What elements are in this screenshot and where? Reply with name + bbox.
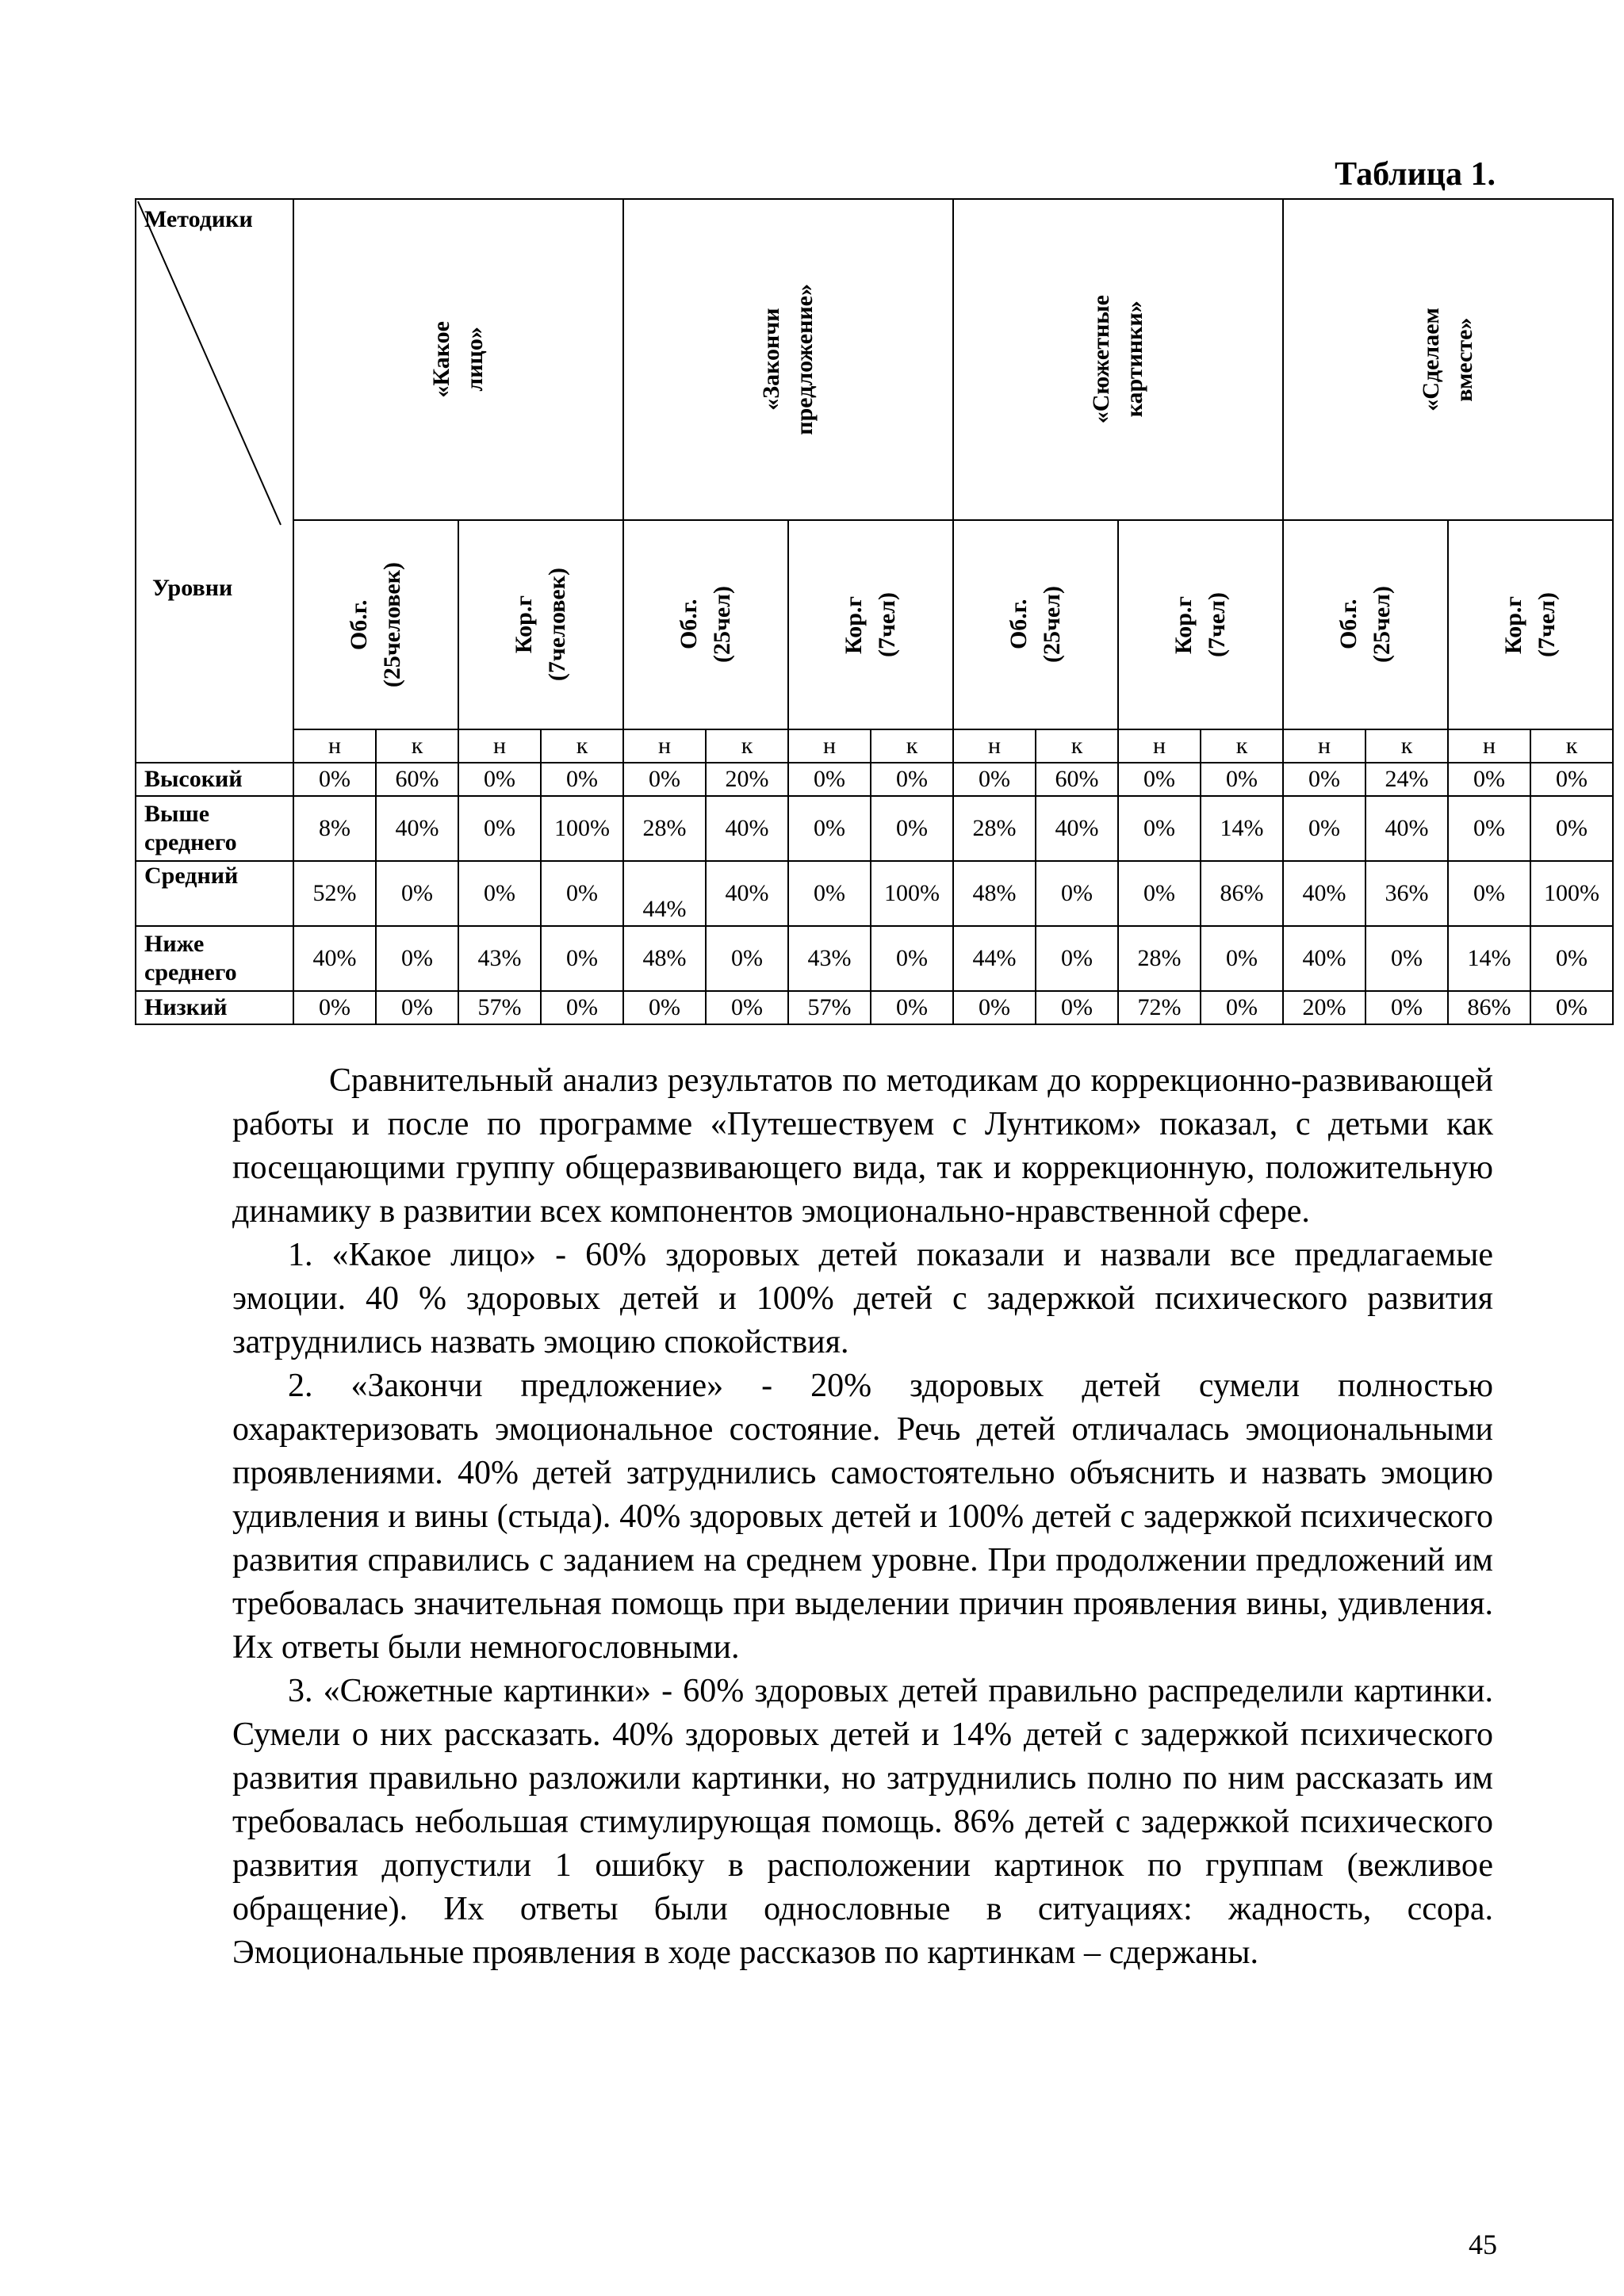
table-cell: 0% <box>293 991 376 1024</box>
table-cell: 0% <box>1448 763 1530 796</box>
table-cell: 0% <box>953 991 1036 1024</box>
table-cell: 100% <box>871 861 953 926</box>
method-header: «Сделаем вместе» <box>1283 199 1613 520</box>
table-cell: 0% <box>1118 861 1201 926</box>
table-cell: 0% <box>788 763 871 796</box>
table-cell: 40% <box>706 796 788 861</box>
table-cell: 0% <box>458 763 541 796</box>
paragraph-item-2: 2. «Закончи предложение» - 20% здоровых детей сумели полностью охарактеризовать эмоциональное состояние. Речь детей отличалась эмоциональными проявлениями. 40% детей затруднились самостоятельно объяснить и назвать эмоцию удивления и вины (стыда). 40% здоровых детей и 100% детей с задержкой психического развития справились с заданием на среднем уровне. При продолжении предложений им требовалась значительная помощь при выделении причин проявления вины, удивления. Их ответы были немногословными. <box>232 1368 1493 1666</box>
table-cell: 0% <box>1036 926 1118 991</box>
method-header: «Закончи предложение» <box>623 199 953 520</box>
table-cell: 8% <box>293 796 376 861</box>
table-cell: 0% <box>1448 861 1530 926</box>
table-cell: 40% <box>1036 796 1118 861</box>
table-cell: 0% <box>1283 763 1365 796</box>
sub-header-cell: н <box>1283 729 1365 763</box>
table-cell: 0% <box>871 763 953 796</box>
sub-header-cell: к <box>541 729 623 763</box>
paragraph-intro: Сравнительный анализ результатов по методикам до коррекционно-развивающей работы и после по программе «Путешествуем с Лунтиком» показал, с детьми как посещающими группу общеразвивающего вида, так и коррекционную, положительную динамику в развитии всех компонентов эмоционально-нравственной сфере. <box>232 1062 1493 1230</box>
table-cell: 0% <box>541 926 623 991</box>
sub-header-cell: н <box>953 729 1036 763</box>
sub-header-cell: н <box>623 729 706 763</box>
paragraph-item-1: 1. «Какое лицо» - 60% здоровых детей показали и назвали все предлагаемые эмоции. 40 % здоровых детей и 100% детей с задержкой психического развития затруднились назвать эмоцию спокойствия. <box>232 1237 1493 1360</box>
page-number: 45 <box>1469 2229 1497 2260</box>
table-cell: 0% <box>706 926 788 991</box>
table-cell: 0% <box>871 926 953 991</box>
table-cell: 86% <box>1448 991 1530 1024</box>
table-cell: 57% <box>788 991 871 1024</box>
table-row <box>136 926 1613 991</box>
table-cell: 0% <box>623 763 706 796</box>
table-cell: 0% <box>541 991 623 1024</box>
table-cell: 24% <box>1365 763 1448 796</box>
table-cell: 0% <box>1201 926 1283 991</box>
table-cell: 100% <box>541 796 623 861</box>
body-text <box>232 1059 1493 1975</box>
table-cell: 0% <box>458 796 541 861</box>
sub-header-cell: н <box>293 729 376 763</box>
table-cell: 0% <box>706 991 788 1024</box>
table-cell: 0% <box>1283 796 1365 861</box>
sub-header-cell: к <box>376 729 458 763</box>
table-cell: 0% <box>376 926 458 991</box>
table-cell: 0% <box>623 991 706 1024</box>
table-cell: 28% <box>1118 926 1201 991</box>
table-cell: 0% <box>541 861 623 926</box>
table-cell: 0% <box>1118 796 1201 861</box>
table-cell: 0% <box>458 861 541 926</box>
table-cell: 0% <box>1530 926 1613 991</box>
table-cell: 0% <box>376 861 458 926</box>
group-header: Кор.г (7чел) <box>1448 520 1613 729</box>
table-cell: 0% <box>1365 991 1448 1024</box>
table-corner-cell <box>136 199 293 763</box>
sub-header-cell: к <box>1036 729 1118 763</box>
table-cell: 0% <box>953 763 1036 796</box>
table-cell: 48% <box>953 861 1036 926</box>
corner-label-methods: Методики <box>144 206 253 232</box>
table-cell: 44% <box>623 861 706 926</box>
group-header: Кор.г (7чел) <box>788 520 953 729</box>
table-cell: 0% <box>1036 861 1118 926</box>
group-header: Об.г. (25чел) <box>953 520 1118 729</box>
level-label: Высокий <box>136 763 293 796</box>
table-cell: 40% <box>293 926 376 991</box>
table-cell: 0% <box>788 861 871 926</box>
table-cell: 52% <box>293 861 376 926</box>
table-cell: 72% <box>1118 991 1201 1024</box>
table-cell: 0% <box>1201 991 1283 1024</box>
table-cell: 40% <box>1283 926 1365 991</box>
table-cell: 40% <box>1365 796 1448 861</box>
table-cell: 0% <box>1530 763 1613 796</box>
table-cell: 0% <box>788 796 871 861</box>
table-cell: 48% <box>623 926 706 991</box>
corner-diagonal-line <box>136 200 294 723</box>
sub-header-cell: к <box>1365 729 1448 763</box>
group-header: Об.г. (25человек) <box>293 520 458 729</box>
table-cell: 20% <box>706 763 788 796</box>
sub-header-cell: к <box>1201 729 1283 763</box>
sub-header-cell: к <box>1530 729 1613 763</box>
group-header: Об.г. (25чел) <box>1283 520 1448 729</box>
table-cell: 0% <box>1448 796 1530 861</box>
sub-header-cell: к <box>706 729 788 763</box>
table-cell: 0% <box>871 796 953 861</box>
table-row <box>136 861 1613 926</box>
table-cell: 28% <box>623 796 706 861</box>
table-cell: 44% <box>953 926 1036 991</box>
table-caption: Таблица 1. <box>1335 156 1496 193</box>
group-header: Кор.г (7чел) <box>1118 520 1283 729</box>
table-cell: 57% <box>458 991 541 1024</box>
sub-header-cell: н <box>1118 729 1201 763</box>
method-header: «Сюжетные картинки» <box>953 199 1283 520</box>
table-cell: 0% <box>1530 991 1613 1024</box>
table-cell: 0% <box>871 991 953 1024</box>
results-table <box>135 198 1614 1025</box>
table-cell: 40% <box>706 861 788 926</box>
corner-label-levels: Уровни <box>152 575 233 601</box>
sub-header-cell: н <box>1448 729 1530 763</box>
table-row <box>136 763 1613 796</box>
table-cell: 40% <box>376 796 458 861</box>
table-cell: 0% <box>1118 763 1201 796</box>
table-cell: 28% <box>953 796 1036 861</box>
table-cell: 0% <box>1530 796 1613 861</box>
table-row <box>136 796 1613 861</box>
table-cell: 0% <box>1036 991 1118 1024</box>
level-label: Средний <box>136 861 293 926</box>
level-label: Ниже среднего <box>136 926 293 991</box>
table-cell: 43% <box>458 926 541 991</box>
table-cell: 0% <box>1365 926 1448 991</box>
table-cell: 14% <box>1448 926 1530 991</box>
level-label: Выше среднего <box>136 796 293 861</box>
table-cell: 0% <box>293 763 376 796</box>
paragraph-item-3: 3. «Сюжетные картинки» - 60% здоровых детей правильно распределили картинки. Сумели о них рассказать. 40% здоровых детей и 14% детей с задержкой психического развития правильно разложили картинки, но затруднились полно по ним рассказать им требовалась небольшая стимулирующая помощь. 86% детей с задержкой психического развития допустили 1 ошибку в расположении картинок по группам (вежливое обращение). Их ответы были однословные в ситуациях: жадность, ссора. Эмоциональные проявления в ходе рассказов по картинкам – сдержаны. <box>232 1673 1493 1971</box>
table-cell: 60% <box>376 763 458 796</box>
group-header: Кор.г (7человек) <box>458 520 623 729</box>
table-cell: 36% <box>1365 861 1448 926</box>
table-cell: 0% <box>376 991 458 1024</box>
table-row <box>136 991 1613 1024</box>
table-cell: 0% <box>1201 763 1283 796</box>
table-cell: 20% <box>1283 991 1365 1024</box>
sub-header-cell: н <box>458 729 541 763</box>
table-cell: 0% <box>541 763 623 796</box>
group-header: Об.г. (25чел) <box>623 520 788 729</box>
sub-header-cell: н <box>788 729 871 763</box>
sub-header-cell: к <box>871 729 953 763</box>
table-cell: 100% <box>1530 861 1613 926</box>
table-cell: 43% <box>788 926 871 991</box>
method-header: «Какое лицо» <box>293 199 623 520</box>
table-cell: 40% <box>1283 861 1365 926</box>
table-cell: 86% <box>1201 861 1283 926</box>
table-cell: 60% <box>1036 763 1118 796</box>
level-label: Низкий <box>136 991 293 1024</box>
table-cell: 14% <box>1201 796 1283 861</box>
